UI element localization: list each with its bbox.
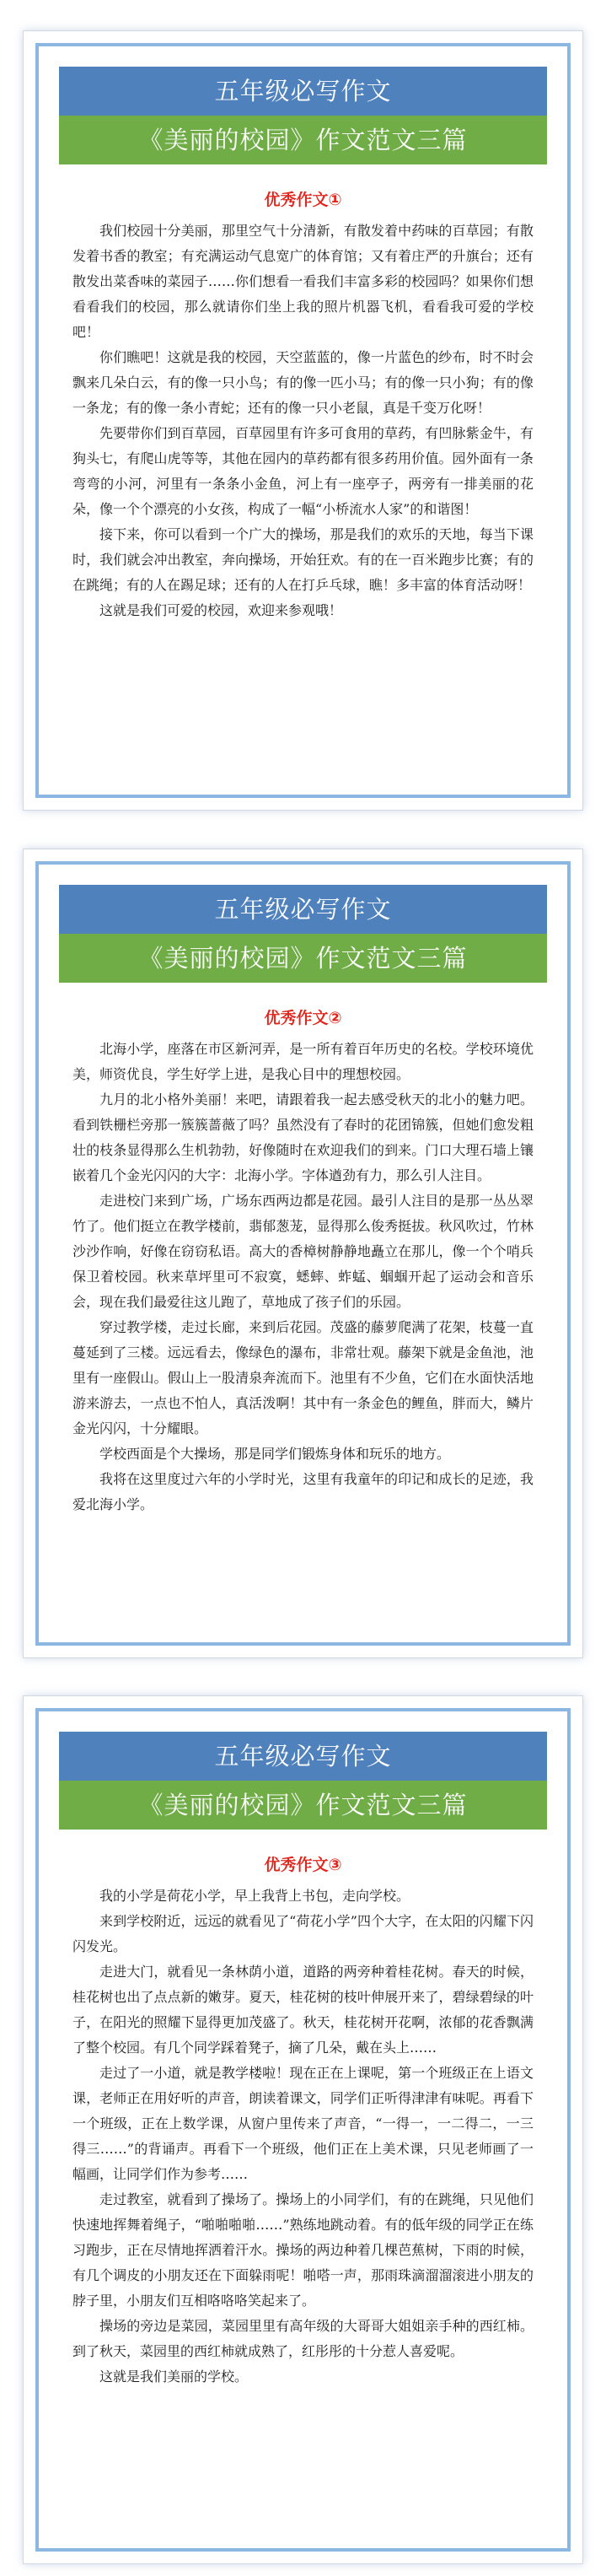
- essay-paragraph: 我的小学是荷花小学，早上我背上书包，走向学校。: [99, 1888, 410, 1904]
- essay-paragraph: 这就是我们美丽的学校。: [99, 2369, 249, 2385]
- essay-paragraph: 来到学校附近，远远的就看见了“荷花小学”四个大字，在太阳的闪耀下闪闪发光。: [72, 1913, 534, 1954]
- essay-tag: 优秀作文③: [264, 1856, 342, 1874]
- essay-body: [72, 1883, 534, 2390]
- essay-paragraph: 这就是我们可爱的校园，欢迎来参观哦！: [99, 602, 343, 618]
- essay-paragraph: 穿过教学楼，走过长廊，来到后花园。茂盛的藤萝爬满了花架，枝蔓一直蔓延到了三楼。远远看去，像绿色的瀑布，非常壮观。藤架下就是金鱼池，池里有一座假山。假山上一股清泉奔流而下。池里有不少鱼，它们在水面快活地游来游去，一点也不怕人，真活泼啊！其中有一条金色的鲤鱼，胖而大，鳞片金光闪闪，十分耀眼。: [72, 1319, 534, 1436]
- essay-paragraph: 学校西面是个大操场，那是同学们锻炼身体和玩乐的地方。: [99, 1446, 451, 1462]
- essay-tag: 优秀作文②: [264, 1009, 342, 1027]
- essay-tag: 优秀作文①: [264, 191, 342, 209]
- essay-subtitle: 《美丽的校园》作文范文三篇: [59, 116, 547, 164]
- essay-header: 五年级必写作文: [59, 67, 547, 116]
- essay-body: [72, 218, 534, 623]
- essay-paragraph: 你们瞧吧！这就是我的校园，天空蓝蓝的，像一片蓝色的纱布，时不时会飘来几朵白云，有的像一只小鸟；有的像一匹小马；有的像一只小狗；有的像一条龙；有的像一条小青蛇；还有的像一只小老鼠，真是千变万化呀！: [72, 349, 534, 416]
- essay-paragraph: 九月的北小格外美丽！来吧，请跟着我一起去感受秋天的北小的魅力吧。看到铁栅栏旁那一簇簇蔷薇了吗？虽然没有了春时的花团锦簇，但她们愈发粗壮的枝条显得那么生机勃勃，好像随时在欢迎我们的到来。门口大理石墙上镶嵌着几个金光闪闪的大字：北海小学。字体遒劲有力，那么引人注目。: [72, 1091, 534, 1183]
- essay-subtitle: 《美丽的校园》作文范文三篇: [59, 934, 547, 983]
- essay-paragraph: 接下来，你可以看到一个广大的操场，那是我们的欢乐的天地，每当下课时，我们就会冲出教室，奔向操场，开始狂欢。有的在一百米跑步比赛；有的在跳绳；有的人在踢足球；还有的人在打乒乓球，瞧！多丰富的体育活动呀！: [72, 526, 534, 593]
- essay-paragraph: 走过了一小道，就是教学楼啦！现在正在上课呢，第一个班级正在上语文课，老师正在用好听的声音，朗读着课文，同学们正听得津津有味呢。再看下一个班级，正在上数学课，从窗户里传来了声音，“一得一，一二得二，一三得三……”的背诵声。再看下一个班级，他们正在上美术课，只见老师画了一幅画，让同学们作为参考……: [72, 2065, 534, 2182]
- essay-card-1: [23, 30, 583, 811]
- essay-paragraph: 先要带你们到百草园，百草园里有许多可食用的草药，有凹脉紫金牛，有狗头七，有爬山虎等等，其他在园内的草药都有很多药用价值。园外面有一条弯弯的小河，河里有一条条小金鱼，河上有一座亭子，两旁有一排美丽的花朵，像一个个漂亮的小女孩，构成了一幅“小桥流水人家”的和谐图！: [72, 425, 534, 517]
- essay-card-3: [23, 1695, 583, 2564]
- essay-header: 五年级必写作文: [59, 885, 547, 934]
- essay-paragraph: 我将在这里度过六年的小学时光，这里有我童年的印记和成长的足迹，我爱北海小学。: [72, 1471, 534, 1512]
- essay-body: [72, 1037, 534, 1517]
- essay-card-2: [23, 849, 583, 1658]
- essay-header: 五年级必写作文: [59, 1732, 547, 1781]
- essay-subtitle: 《美丽的校园》作文范文三篇: [59, 1781, 547, 1830]
- essay-paragraph: 操场的旁边是菜园，菜园里里有高年级的大哥哥大姐姐亲手种的西红柿。到了秋天，菜园里的西红柿就成熟了，红彤彤的十分惹人喜爱呢。: [72, 2318, 534, 2359]
- essay-paragraph: 我们校园十分美丽，那里空气十分清新，有散发着中药味的百草园；有散发着书香的教室；有充满运动气息宽广的体育馆；又有着庄严的升旗台；还有散发出菜香味的菜园子……你们想看一看我们丰富多彩的校园吗？如果你们想看看我们的校园，那么就请你们坐上我的照片机器飞机，看看我可爱的学校吧！: [72, 223, 534, 340]
- essay-paragraph: 走进校门来到广场，广场东西两边都是花园。最引人注目的是那一丛丛翠竹了。他们挺立在教学楼前，翡郁葱茏，显得那么俊秀挺拔。秋风吹过，竹林沙沙作响，好像在窃窃私语。高大的香樟树静静地矗立在那儿，像一个个哨兵保卫着校园。秋来草坪里可不寂寞，蟋蟀、蚱蜢、蝈蝈开起了运动会和音乐会，现在我们最爱往这儿跑了，草地成了孩子们的乐园。: [72, 1193, 534, 1310]
- essay-paragraph: 走进大门，就看见一条林荫小道，道路的两旁种着桂花树。春天的时候，桂花树也出了点点新的嫩芽。夏天，桂花树的枝叶伸展开来了，碧绿碧绿的叶子，在阳光的照耀下显得更加茂盛了。秋天，桂花树开花啊，浓郁的花香飘满了整个校园。有几个同学踩着凳子，摘了几朵，戴在头上……: [72, 1964, 534, 2056]
- essay-paragraph: 北海小学，座落在市区新河弄，是一所有着百年历史的名校。学校环境优美，师资优良，学生好学上进，是我心目中的理想校园。: [72, 1041, 534, 1082]
- essay-paragraph: 走过教室，就看到了操场了。操场上的小同学们，有的在跳绳，只见他们快速地挥舞着绳子，“啪啪啪啪……”熟练地跳动着。有的低年级的同学正在练习跑步，正在尽情地挥洒着汗水。操场的两边种着几棵芭蕉树，下雨的时候，有几个调皮的小朋友还在下面躲雨呢！啪嗒一声，那雨珠滴溜溜滚进小朋友的脖子里，小朋友们互相咯咯咯笑起来了。: [72, 2191, 534, 2309]
